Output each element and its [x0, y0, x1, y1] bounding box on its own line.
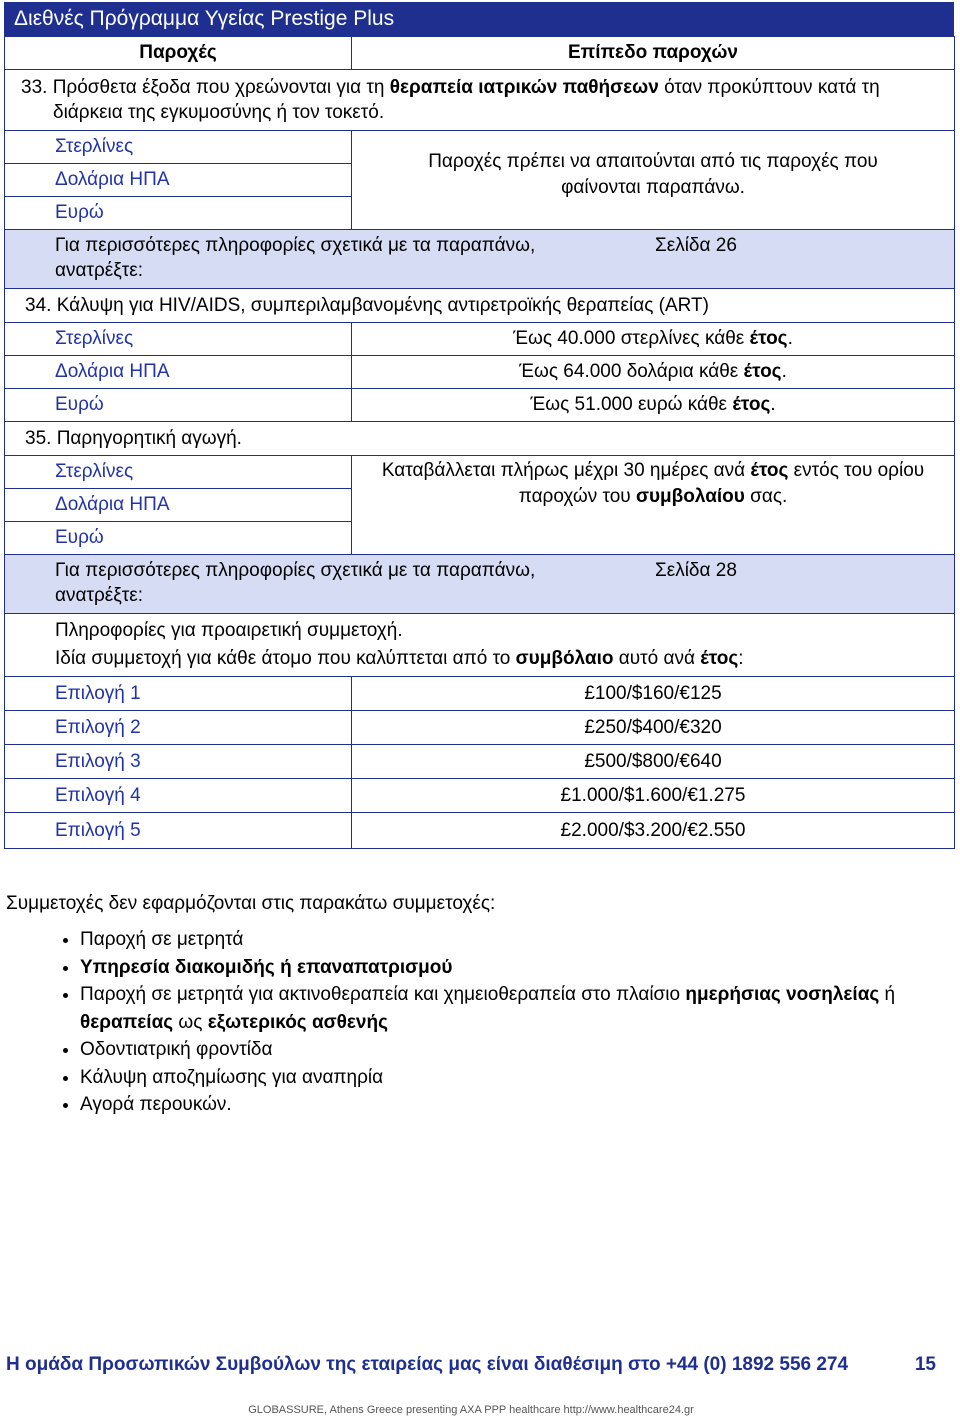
info-label: Για περισσότερες πληροφορίες σχετικά με τα παραπάνω, ανατρέξτε: [55, 235, 536, 281]
currency-label: Δολάρια ΗΠΑ [5, 164, 352, 197]
item-34-value-row [5, 356, 955, 389]
list-item: • Υπηρεσία διακομιδής ή επαναπατρισμού [80, 954, 960, 982]
option-row [5, 711, 955, 745]
page-number: 15 [914, 1354, 936, 1375]
currency-limit: Έως 51.000 ευρώ κάθε έτος. [352, 389, 955, 422]
footer-text: Η ομάδα Προσωπικών Συμβούλων της εταιρείας μας είναι διαθέσιμη στο +44 (0) 1892 556 274 [6, 1354, 849, 1375]
list-item: • Οδοντιατρική φροντίδα [80, 1036, 960, 1064]
table-header-row [5, 37, 955, 70]
header-benefit-level: Επίπεδο παροχών [352, 37, 955, 70]
list-item: • Αγορά περουκών. [80, 1091, 960, 1119]
currency-limit: Έως 40.000 στερλίνες κάθε έτος. [352, 323, 955, 356]
item-35-currency-row [5, 456, 955, 489]
option-value: £250/$400/€320 [352, 711, 955, 745]
list-item: • Παροχή σε μετρητά για ακτινοθεραπεία και χημειοθεραπεία στο πλαίσιο ημερήσιας νοσηλείας ή θεραπείας ως εξωτερικός ασθενής [80, 981, 960, 1036]
info-page: Σελίδα 26 [655, 235, 737, 256]
optional-excess-row [5, 614, 955, 677]
list-item: • Κάλυψη αποζημίωσης για αναπηρία [80, 1064, 960, 1092]
currency-label: Στερλίνες [5, 323, 352, 356]
item-34-value-row [5, 389, 955, 422]
currency-label: Δολάρια ΗΠΑ [5, 356, 352, 389]
item-34-text: 34. Κάλυψη για HIV/AIDS, συμπεριλαμβανομένης αντιρετροϊκής θεραπείας (ART) [5, 289, 955, 323]
option-row [5, 813, 955, 849]
header-benefits: Παροχές [5, 37, 352, 70]
footer-contact [6, 1354, 936, 1376]
item-33-info-row [5, 230, 955, 289]
option-value: £1.000/$1.600/€1.275 [352, 779, 955, 813]
option-label: Επιλογή 4 [5, 779, 352, 813]
item-33-currency-row [5, 131, 955, 164]
option-row [5, 779, 955, 813]
option-label: Επιλογή 5 [5, 813, 352, 849]
footer-credit: GLOBASSURE, Athens Greece presenting AXA PPP healthcare http://www.healthcare24.gr [248, 1404, 694, 1416]
item-35-level: Καταβάλλεται πλήρως μέχρι 30 ημέρες ανά έτος εντός του ορίου παροχών του συμβολαίου σας. [352, 456, 955, 555]
item-35-info-row [5, 555, 955, 614]
option-value: £2.000/$3.200/€2.550 [352, 813, 955, 849]
item-34-value-row [5, 323, 955, 356]
option-row [5, 745, 955, 779]
exclusions-intro: Συμμετοχές δεν εφαρμόζονται στις παρακάτω συμμετοχές: [6, 893, 496, 914]
currency-label: Στερλίνες [5, 456, 352, 489]
option-row [5, 677, 955, 711]
item-34-row [5, 289, 955, 323]
benefits-table [4, 36, 955, 849]
list-item: • Παροχή σε μετρητά [80, 926, 960, 954]
currency-label: Δολάρια ΗΠΑ [5, 489, 352, 522]
currency-label: Στερλίνες [5, 131, 352, 164]
item-33-level: Παροχές πρέπει να απαιτούνται από τις παροχές που φαίνονται παραπάνω. [352, 131, 955, 230]
item-33-text: 33. Πρόσθετα έξοδα που χρεώνονται για τη θεραπεία ιατρικών παθήσεων όταν προκύπτουν κατά τη διάρκεια της εγκυμοσύνης ή τον τοκετό. [5, 70, 955, 131]
currency-limit: Έως 64.000 δολάρια κάθε έτος. [352, 356, 955, 389]
item-35-text: 35. Παρηγορητική αγωγή. [5, 422, 955, 456]
item-33-row [5, 70, 955, 131]
option-label: Επιλογή 3 [5, 745, 352, 779]
currency-label: Ευρώ [5, 389, 352, 422]
currency-label: Ευρώ [5, 197, 352, 230]
option-label: Επιλογή 1 [5, 677, 352, 711]
currency-label: Ευρώ [5, 522, 352, 555]
page-title: Διεθνές Πρόγραμμα Υγείας Prestige Plus [4, 2, 954, 36]
option-label: Επιλογή 2 [5, 711, 352, 745]
option-value: £100/$160/€125 [352, 677, 955, 711]
info-label: Για περισσότερες πληροφορίες σχετικά με τα παραπάνω, ανατρέξτε: [55, 560, 536, 606]
option-value: £500/$800/€640 [352, 745, 955, 779]
item-35-row [5, 422, 955, 456]
exclusions-list [30, 926, 960, 1119]
optional-excess-text: Πληροφορίες για προαιρετική συμμετοχή. Ιδία συμμετοχή για κάθε άτομο που καλύπτεται από το συμβόλαιο αυτό ανά έτος: [5, 614, 955, 677]
info-page: Σελίδα 28 [655, 560, 737, 581]
